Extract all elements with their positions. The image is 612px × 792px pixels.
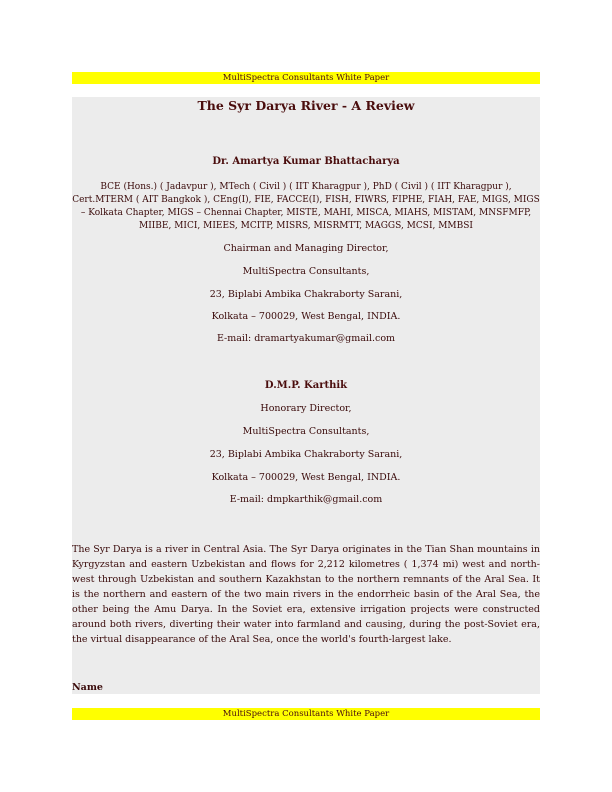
header-banner: MultiSpectra Consultants White Paper <box>72 72 540 84</box>
author2-email[interactable]: E-mail: dmpkarthik@gmail.com <box>229 494 383 505</box>
paper-title: The Syr Darya River - A Review <box>197 98 415 113</box>
author1-qualifications: BCE (Hons.) ( Jadavpur ), MTech ( Civil ) ( IIT Kharagpur ), PhD ( Civil ) ( IIT Kharagpur ), Cert.MTERM ( AIT Bangkok ), CEng(I), FIE, FACCE(I), FISH, FIWRS, FIPHE, FIAH, FAE, MIGS, MIGS – Kolkata Chapter, MIGS – Chennai Chapter, MISTE, MAHI, MISCA, MIAHS, MISTAM, MNSFMFP, MIIBE, MICI, MIEES, MCITP, MISRS, MISRMTT, MAGGS, MCSI, MMBSI <box>72 182 540 231</box>
author1-org: MultiSpectra Consultants, <box>242 266 370 277</box>
author2-city: Kolkata – 700029, West Bengal, INDIA. <box>211 472 401 483</box>
footer-banner: MultiSpectra Consultants White Paper <box>72 708 540 720</box>
author2-name: D.M.P. Karthik <box>264 380 348 391</box>
section-heading-name: Name <box>72 682 103 693</box>
author2-org: MultiSpectra Consultants, <box>242 426 370 437</box>
author2-role: Honorary Director, <box>260 403 352 414</box>
author1-city: Kolkata – 700029, West Bengal, INDIA. <box>211 311 401 322</box>
author1-address: 23, Biplabi Ambika Chakraborty Sarani, <box>209 289 403 300</box>
author1-email[interactable]: E-mail: dramartyakumar@gmail.com <box>216 333 396 344</box>
abstract-paragraph: The Syr Darya is a river in Central Asia. The Syr Darya originates in the Tian Shan mountains in Kyrgyzstan and eastern Uzbekistan and flows for 2,212 kilometres ( 1,374 mi) west and north-west through Uzbekistan and southern Kazakhstan to the northern remnants of the Aral Sea. It is the northern and eastern of the two main rivers in the endorrheic basin of the Aral Sea, the other being the Amu Darya. In the Soviet era, extensive irrigation projects were constructed around both rivers, diverting their water into farmland and causing, during the post-Soviet era, the virtual disappearance of the Aral Sea, once the world's fourth-largest lake. <box>72 544 540 645</box>
author1-name: Dr. Amartya Kumar Bhattacharya <box>212 156 400 167</box>
author2-address: 23, Biplabi Ambika Chakraborty Sarani, <box>209 449 403 460</box>
author1-role: Chairman and Managing Director, <box>223 243 389 254</box>
